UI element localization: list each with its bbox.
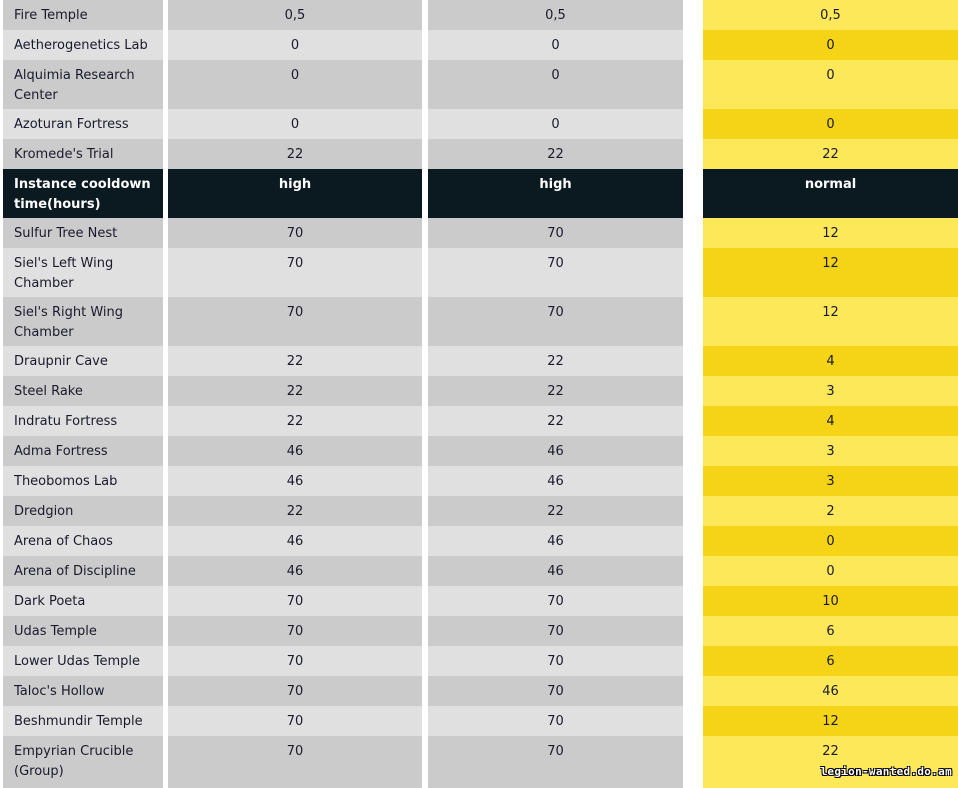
value-cell-3: 3 [703,376,958,406]
value-cell-3: 12 [703,248,958,297]
instance-name-cell: Aetherogenetics Lab [3,30,163,60]
value-cell-3: 3 [703,436,958,466]
instance-name-cell: Theobomos Lab [3,466,163,496]
value-cell-2: 0,5 [428,0,683,30]
table-row [0,736,958,788]
value-cell-3: 0 [703,30,958,60]
value-cell-1: 70 [168,218,422,248]
table-row [0,676,958,706]
value-cell-3: 6 [703,616,958,646]
table-row [0,436,958,466]
value-cell-2: 22 [428,139,683,169]
instance-name-cell: Alquimia Research Center [3,60,163,109]
instance-name-cell: Sulfur Tree Nest [3,218,163,248]
instance-name-cell: Azoturan Fortress [3,109,163,139]
value-cell-2: 22 [428,406,683,436]
value-cell-3: normal [703,169,958,218]
instance-name-cell: Beshmundir Temple [3,706,163,736]
value-cell-2: 70 [428,616,683,646]
value-cell-3: 3 [703,466,958,496]
value-cell-2: 46 [428,466,683,496]
value-cell-2: 22 [428,346,683,376]
value-cell-2: 0 [428,60,683,109]
instance-name-cell: Taloc's Hollow [3,676,163,706]
instance-name-cell: Arena of Discipline [3,556,163,586]
watermark: legion-wanted.do.am [820,765,952,778]
value-cell-1: 22 [168,346,422,376]
value-cell-1: 70 [168,616,422,646]
value-cell-3: 12 [703,218,958,248]
table-row [0,248,958,297]
instance-name-cell: Udas Temple [3,616,163,646]
table-row [0,646,958,676]
value-cell-2: 70 [428,706,683,736]
value-cell-3: 22 [703,139,958,169]
value-cell-1: 46 [168,556,422,586]
value-cell-1: 0 [168,109,422,139]
instance-name-cell: Dredgion [3,496,163,526]
value-cell-1: 70 [168,646,422,676]
table-row [0,586,958,616]
table-row [0,526,958,556]
value-cell-3: 0 [703,109,958,139]
value-cell-1: 22 [168,496,422,526]
instance-name-cell: Arena of Chaos [3,526,163,556]
instance-name-cell: Draupnir Cave [3,346,163,376]
table-row [0,406,958,436]
value-cell-2: 0 [428,30,683,60]
table-row [0,556,958,586]
value-cell-3: 10 [703,586,958,616]
value-cell-1: 70 [168,297,422,346]
value-cell-1: high [168,169,422,218]
value-cell-2: 70 [428,646,683,676]
table-row [0,376,958,406]
table-row [0,706,958,736]
value-cell-1: 70 [168,586,422,616]
value-cell-3: 4 [703,346,958,376]
value-cell-2: 46 [428,556,683,586]
value-cell-2: 70 [428,248,683,297]
instance-name-cell: Steel Rake [3,376,163,406]
instance-name-cell: Kromede's Trial [3,139,163,169]
value-cell-1: 46 [168,436,422,466]
instance-name-cell: Siel's Right Wing Chamber [3,297,163,346]
value-cell-2: 22 [428,376,683,406]
value-cell-2: 46 [428,526,683,556]
value-cell-2: 0 [428,109,683,139]
table-row [0,109,958,139]
value-cell-1: 70 [168,248,422,297]
value-cell-1: 22 [168,376,422,406]
value-cell-1: 0 [168,30,422,60]
value-cell-2: 22 [428,496,683,526]
table-row [0,346,958,376]
value-cell-1: 0 [168,60,422,109]
instance-name-cell: Empyrian Crucible (Group) [3,736,163,788]
value-cell-3: 2 [703,496,958,526]
value-cell-3: 46 [703,676,958,706]
value-cell-2: 46 [428,436,683,466]
instance-name-cell: Lower Udas Temple [3,646,163,676]
value-cell-3: 12 [703,706,958,736]
table-row [0,139,958,169]
instance-name-cell: Fire Temple [3,0,163,30]
value-cell-1: 70 [168,736,422,788]
value-cell-1: 70 [168,706,422,736]
value-cell-1: 46 [168,526,422,556]
table-row [0,496,958,526]
table-header-row [0,169,958,218]
value-cell-1: 22 [168,406,422,436]
instance-name-cell: Siel's Left Wing Chamber [3,248,163,297]
value-cell-1: 0,5 [168,0,422,30]
value-cell-3: 0 [703,60,958,109]
value-cell-3: 22 [703,736,958,788]
value-cell-3: 12 [703,297,958,346]
value-cell-2: 70 [428,586,683,616]
value-cell-3: 6 [703,646,958,676]
value-cell-2: 70 [428,297,683,346]
instance-name-cell: Adma Fortress [3,436,163,466]
value-cell-2: 70 [428,218,683,248]
table-row [0,0,958,30]
value-cell-3: 0 [703,556,958,586]
instance-name-cell: Instance cooldown time(hours) [3,169,163,218]
value-cell-1: 70 [168,676,422,706]
value-cell-3: 0,5 [703,0,958,30]
value-cell-2: 70 [428,736,683,788]
table-row [0,60,958,109]
table-row [0,297,958,346]
instance-name-cell: Dark Poeta [3,586,163,616]
value-cell-2: 70 [428,676,683,706]
value-cell-3: 4 [703,406,958,436]
table-row [0,466,958,496]
value-cell-1: 46 [168,466,422,496]
value-cell-1: 22 [168,139,422,169]
value-cell-3: 0 [703,526,958,556]
instance-name-cell: Indratu Fortress [3,406,163,436]
value-cell-2: high [428,169,683,218]
table-row [0,30,958,60]
table-row [0,218,958,248]
table-row [0,616,958,646]
